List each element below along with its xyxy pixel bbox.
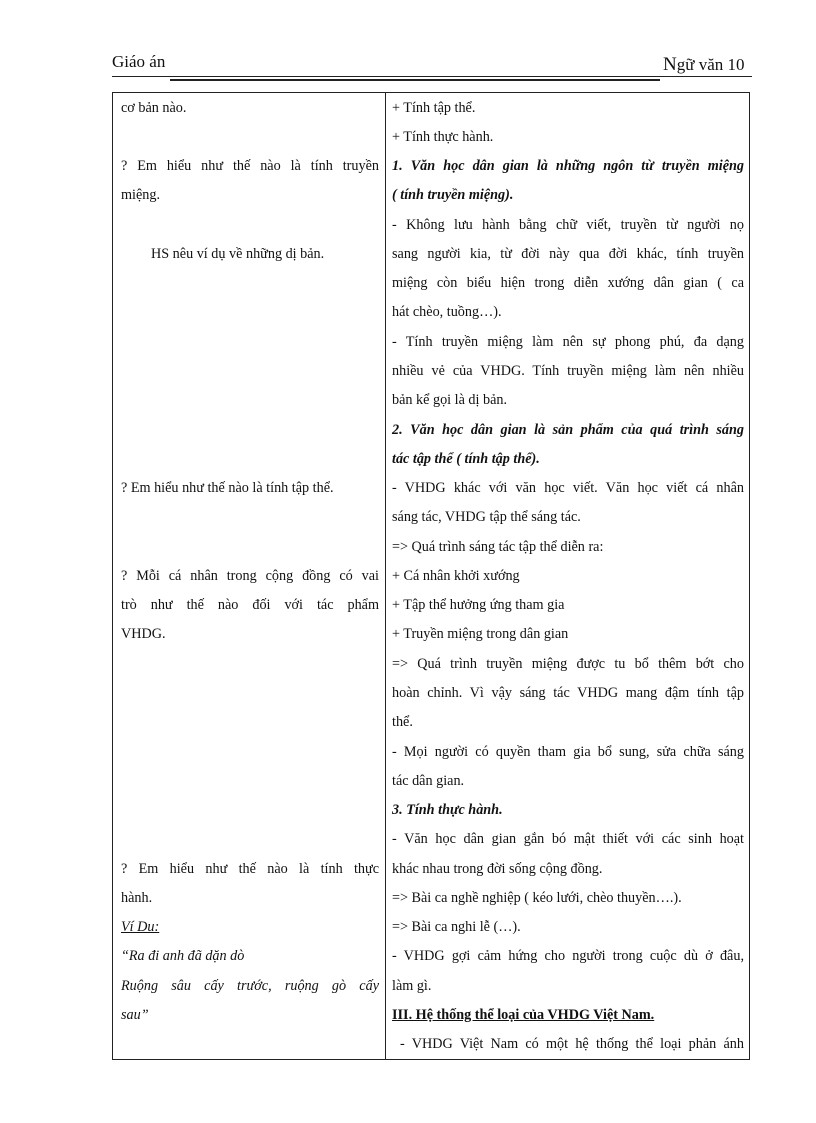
lesson-table — [112, 92, 750, 1060]
right-line: thể. — [392, 714, 413, 730]
header-right-initial: N — [663, 54, 677, 75]
example-heading: Ví Du: — [121, 919, 160, 935]
right-line: - Văn học dân gian gắn bó mật thiết với các sinh hoạt — [392, 831, 744, 847]
right-line: nhiều vẻ của VHDG. Tính truyền miệng làm nên nhiều — [392, 363, 744, 379]
section-heading-III: III. Hệ thống thể loại của VHDG Việt Nam. — [392, 1007, 655, 1023]
header-rule-thick — [170, 79, 660, 81]
right-line: - Tính truyền miệng làm nên sự phong phú, đa dạng — [392, 334, 744, 350]
right-line: => Bài ca nghi lễ (…). — [392, 919, 521, 935]
right-line: + Tính tập thể. — [392, 100, 476, 116]
right-line: làm gì. — [392, 978, 432, 994]
left-line: miệng. — [121, 187, 161, 203]
question-practical: ? Em hiểu như thế nào là tính thực — [121, 861, 379, 877]
lesson-content-column — [386, 93, 749, 1059]
header-rule-thin — [112, 76, 752, 77]
right-line: => Quá trình truyền miệng được tu bổ thêm bớt cho — [392, 656, 744, 672]
right-line: - VHDG khác với văn học viết. Văn học viết cá nhân — [392, 480, 744, 496]
right-line: tác dân gian. — [392, 773, 465, 789]
teacher-student-activity-column — [113, 93, 386, 1059]
right-line: - VHDG gợi cảm hứng cho người trong cuộc dù ở đâu, — [392, 948, 744, 964]
right-line: hoàn chỉnh. Vì vậy sáng tác VHDG mang đậm tính tập — [392, 685, 744, 701]
right-line: hát chèo, tuồng…). — [392, 304, 502, 320]
right-line: - Mọi người có quyền tham gia bổ sung, sửa chữa sáng — [392, 744, 744, 760]
section-heading-3: 3. Tính thực hành. — [392, 802, 503, 818]
left-line: trò như thế nào đối với tác phẩm — [121, 597, 379, 613]
right-line: sáng tác, VHDG tập thể sáng tác. — [392, 509, 581, 525]
page-header-right — [663, 54, 745, 76]
example-verse-line: “Ra đi anh đã dặn dò — [121, 948, 245, 964]
right-line: => Quá trình sáng tác tập thể diễn ra: — [392, 539, 604, 555]
question-oral: ? Em hiểu như thế nào là tính truyền — [121, 158, 379, 174]
right-line: + Tính thực hành. — [392, 129, 494, 145]
example-verse-line: sau” — [121, 1007, 149, 1023]
right-line: bản kể gọi là dị bản. — [392, 392, 508, 408]
section-heading-2-cont: tác tập thể ( tính tập thể). — [392, 451, 540, 467]
right-line: khác nhau trong đời sống cộng đồng. — [392, 861, 603, 877]
right-line: + Tập thể hưởng ứng tham gia — [392, 597, 565, 613]
question-collective: ? Em hiểu như thế nào là tính tập thể. — [121, 480, 334, 496]
page-header-left: Giáo án — [112, 52, 166, 71]
right-line: => Bài ca nghề nghiệp ( kéo lưới, chèo thuyền….). — [392, 890, 682, 906]
student-activity-note: HS nêu ví dụ về những dị bản. — [151, 246, 325, 262]
left-line: hành. — [121, 890, 153, 906]
question-individual-role: ? Mỗi cá nhân trong cộng đồng có vai — [121, 568, 379, 584]
right-line: miệng còn biểu hiện trong diễn xướng dân gian ( ca — [392, 275, 744, 291]
right-line: + Cá nhân khởi xướng — [392, 568, 520, 584]
left-line: cơ bản nào. — [121, 100, 187, 116]
left-line: VHDG. — [121, 626, 166, 642]
right-line: - VHDG Việt Nam có một hệ thống thể loại phản ánh — [400, 1036, 744, 1052]
example-verse-line: Ruộng sâu cấy trước, ruộng gò cấy — [121, 978, 379, 994]
section-heading-1-cont: ( tính truyền miệng). — [392, 187, 514, 203]
section-heading-2: 2. Văn học dân gian là sản phẩm của quá trình sáng — [392, 422, 744, 438]
right-line: - Không lưu hành bằng chữ viết, truyền từ người nọ — [392, 217, 744, 233]
right-line: sang người kia, từ đời này qua đời khác, tính truyền — [392, 246, 744, 262]
section-heading-1: 1. Văn học dân gian là những ngôn từ truyền miệng — [392, 158, 744, 174]
right-line: + Truyền miệng trong dân gian — [392, 626, 569, 642]
header-right-text: gữ văn 10 — [676, 55, 745, 74]
